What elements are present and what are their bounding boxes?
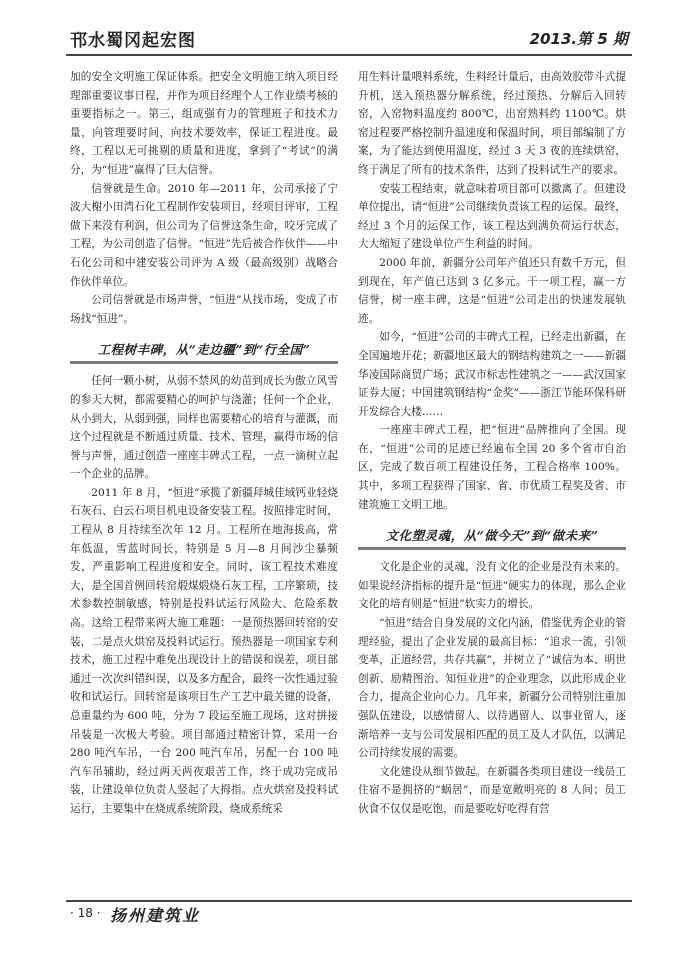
paragraph: 用生料计量喂料系统，生料经计量后，由高效胶带斗式提升机，送入预热器分解系统，经过预热、分解后入回转窑，入窑物料温度约 800℃，出窑熟料约 1100℃。烘窑过程要严格控制升温速度和保温时间，项目部编制了方案，为了能达到使用温度，经过 3 天 3 夜的连续烘窑，终于满足了所有的技术条件，达到了投料试生产的要求。	[358, 71, 626, 176]
left-column	[70, 68, 338, 898]
paragraph: 如今，“恒进”公司的丰碑式工程，已经走出新疆，在全国遍地开花；新疆地区最大的钢结构建筑之一——新疆华凌国际商贸广场；武汉市标志性建筑之一——武汉国家证券大厦；中国建筑钢结构“金奖”——浙江节能环保科研开发综合大楼……	[358, 331, 626, 418]
section-heading	[70, 340, 338, 364]
paragraph: 信誉就是生命。2010 年—2011 年，公司承接了宁波大榭小田湾石化工程制作安装项目，经项目评审，工程做下来没有利润，但公司为了信誉这条生命，咬牙完成了工程，为公司创造了信誉。“恒进”先后被合作伙伴——中石化公司和中建安装公司评为 A 级（最高级别）战略合作伙伴单位。	[70, 182, 338, 288]
paragraph: 一座座丰碑式工程，把“恒进”品牌推向了全国。现在，“恒进”公司的足迹已经遍布全国 20 多个省市自治区，完成了数百项工程建设任务，工程合格率 100%。其中，多项工程获得了国家、省、市优质工程奖及省、市建筑施工文明工地。	[358, 424, 626, 511]
section-heading	[358, 526, 626, 550]
paragraph: 安装工程结束，就意味着项目部可以撤离了。但建设单位提出，请“恒进”公司继续负责该工程的运保。最终，经过 3 个月的运保工作，该工程达到满负荷运行状态，大大缩短了建设单位产生利益的时间。	[358, 182, 626, 251]
paragraph: 2011 年 8 月，“恒进”承揽了新疆拜城佳域钙业轻烧石灰石、白云石项目机电设备安装工程。按照排定时间，工程从 8 月持续至次年 12 月。工程所在地海拔高，常年低温，雪蓝时间长，特别是 5 月—8 月间沙尘暴频发，严重影响工程进度和安全。同时，该工程技术难度大，是全国首例回转窑煅煤煅烧石灰工程，工序繁琐，技术参数控制敏感，特别是投料试运行风险大、危险系数高。这给工程带来两大施工难题：一是预热器回转窑的安装，二是点火烘窑及投料试运行。预热器是一项国家专利技术，施工过程中难免出现设计上的错误和误差，项目部通过一次次纠错纠误，以及多方配合，最终一次性通过验收和试运行。回转窑是该项目生产工艺中最关键的设备，总重量约为 600 吨，分为 7 段运至施工现场，这对拼接吊装是一次极大考验。项目部通过精密计算，采用一台 280 吨汽车吊，一台 200 吨汽车吊，另配一台 100 吨汽车吊辅助，经过两天两夜艰苦工作，终于成功完成吊装，让建设单位负责人竖起了大拇指。点火烘窑及投料试运行，主要集中在烧成系统阶段，烧成系统采	[70, 486, 338, 815]
paragraph: 文化是企业的灵魂，没有文化的企业是没有未来的。如果说经济指标的提升是“恒进”硬实力的体现，那么企业文化的培育则是“恒进”软实力的增长。	[358, 561, 626, 611]
right-column	[358, 68, 626, 898]
section-heading-text: 工程树丰碑，从“走边疆”到“行全国”	[97, 342, 311, 358]
paragraph: “恒进”结合自身发展的文化内涵，借鉴优秀企业的管理经验，提出了企业发展的最高目标：“追求一流，引领变革，正道经营，共存共赢”，并树立了“诚信为本、明世创新、励精图治、知恒业进”的企业理念，以此形成企业合力，提高企业向心力。几年来，新疆分公司特别注重加强队伍建设，以感情留人、以待遇留人、以事业留人，逐渐培养一支与公司发展相匹配的员工及人才队伍，以满足公司持续发展的需要。	[358, 617, 626, 760]
page-footer	[66, 900, 632, 926]
header-issue: 2013.第 5 期	[529, 30, 628, 48]
publication-logo: 扬州建筑业	[110, 906, 201, 925]
paragraph: 公司信誉就是市场声誉，“恒进”从找市场，变成了市场找“恒进”。	[70, 294, 338, 325]
header-title: 邗水蜀冈起宏图	[70, 31, 196, 51]
paragraph: 加的安全文明施工保证体系。把安全文明施工纳入项目经理部重要议事日程，并作为项目经理个人工作业绩考核的重要指标之一。第三，组成强有力的管理班子和技术力量，向管理要时间，向技术要效率，保证工程进度。最终，工程以无可挑剔的质量和进度，拿到了“考试”的满分，为“恒进”赢得了巨大信誉。	[70, 71, 338, 176]
page-header	[66, 24, 632, 56]
paragraph: 文化建设从细节做起。在新疆各类项目建设一线员工住宿不是拥挤的“蜗居”，而是宽敞明亮的 8 人间；员工伙食不仅仅是吃饱，而是要吃好吃得有营	[358, 765, 626, 815]
page-number: · 18 ·	[70, 906, 101, 920]
section-heading-text: 文化塑灵魂，从“做今天”到“做未来”	[385, 528, 599, 544]
paragraph: 任何一颗小树，从弱不禁风的幼苗到成长为傲立风雪的参天大树，都需要精心的呵护与浇灌；任何一个企业，从小到大，从弱到强，同样也需要精心的培育与灌溉，而这个过程就是不断通过质量、技术、管理，赢得市场的信誉与声誉，通过创造一座座丰碑式工程，一点一滴树立起一个企业的品牌。	[70, 375, 338, 481]
paragraph: 2000 年前，新疆分公司年产值还只有数千万元，但到现在，年产值已达到 3 亿多元。干一项工程，赢一方信誉，树一座丰碑，这是“恒进”公司走出的快速发展轨迹。	[358, 256, 626, 325]
